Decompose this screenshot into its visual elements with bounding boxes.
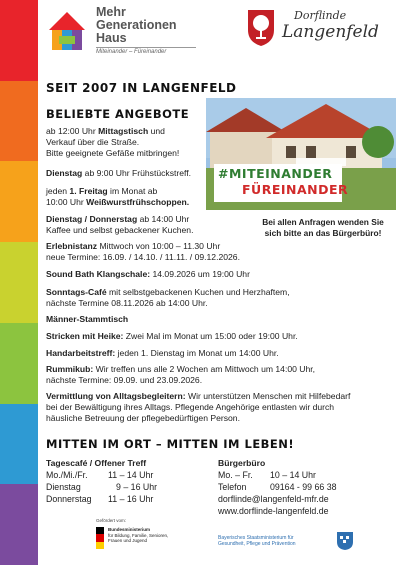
mgh-title-line1: Mehr [96, 5, 126, 19]
since-heading: SEIT 2007 IN LANGENFELD [46, 81, 237, 95]
offer-rummikub [46, 364, 396, 386]
office-phone [218, 481, 396, 493]
cafe-hours-heading: Tagescafé / Offener Treff [46, 458, 147, 468]
offer-friday-bold: 1. Freitag [69, 186, 108, 196]
mgh-title [96, 6, 226, 55]
federal-eagle-icon [96, 527, 104, 549]
dorflinde-crest [246, 8, 276, 48]
offer-friday-post: im Monat ab [107, 186, 158, 196]
photo-overlay-line1: #MITEINANDER [218, 166, 333, 181]
contact-notice [250, 217, 396, 239]
mgh-tagline: Miteinander – Füreinander [96, 47, 196, 55]
offer-coffee-line2: Kaffee und selbst gebackener Kuchen. [46, 225, 194, 235]
photo-overlay-label [214, 164, 349, 202]
bavarian-ministry-logo [218, 530, 396, 552]
mgh-house-logo [46, 8, 88, 54]
town-name-line2: Langenfeld [282, 22, 379, 42]
offer-sound-bath-bold: Sound Bath Klangschale: [46, 269, 151, 279]
building-photo [206, 98, 396, 210]
offer-handcraft [46, 348, 391, 359]
offer-handcraft-rest: jeden 1. Dienstag im Monat um 14:00 Uhr. [115, 348, 279, 358]
contact-notice-line2: sich bitte an das Bürgerbüro! [264, 228, 382, 238]
offer-sunday-cafe-line2: nächste Termine 08.11.2026 ab 14:00 Uhr. [46, 298, 208, 308]
office-website[interactable]: www.dorflinde-langenfeld.de [218, 506, 329, 516]
cafe-hours-day: Dienstag [46, 482, 81, 492]
linden-tree-crest [246, 8, 276, 48]
offer-friday [46, 186, 216, 208]
band-red [0, 0, 38, 81]
flyer-content [44, 0, 396, 565]
office-hours-day: Mo. – Fr. [218, 470, 253, 480]
offer-friday-pre: jeden [46, 186, 70, 196]
offer-lunch-bold: Mittagstisch [98, 126, 149, 136]
offer-sunday-cafe-bold: Sonntags-Café [46, 287, 107, 297]
federal-ministry-logo [96, 527, 206, 555]
offer-knitting-bold: Stricken mit Heike: [46, 331, 124, 341]
cafe-hours-time: 11 – 14 Uhr [108, 470, 154, 480]
offer-breakfast-rest: ab 9:00 Uhr Frühstückstreff. [82, 168, 192, 178]
cafe-hours-row [46, 481, 216, 493]
offer-companions-line3: häusliche Betreuung der pflegebedürftigen Person. [46, 413, 240, 423]
offer-companions-line2: bei der Bewältigung ihres Alltags. Pflegende Angehörige entlasten wir durch [46, 402, 335, 412]
offer-lunch-line2: Verkauf über die Straße. [46, 137, 140, 147]
cafe-hours-time: 9 – 16 Uhr [116, 482, 158, 492]
offer-knitting-rest: Zwei Mal im Monat um 15:00 oder 19:00 Uhr. [123, 331, 298, 341]
offer-companions-bold: Vermittlung von Alltagsbegleitern: [46, 391, 186, 401]
offer-companions [46, 391, 398, 424]
offer-coffee-rest: ab 14:00 Uhr [137, 214, 190, 224]
band-lime [0, 242, 38, 323]
offer-handcraft-bold: Handarbeitstreff: [46, 348, 116, 358]
cafe-hours-row [46, 469, 216, 481]
offer-dance-line2: neue Termine: 16.09. / 14.10. / 11.11. / 09.12.2026. [46, 252, 240, 262]
office-phone-label: Telefon [218, 482, 247, 492]
offer-sunday-cafe-rest: mit selbstgebackenen Kuchen und Herzhaftem, [106, 287, 290, 297]
mgh-title-line3: Haus [96, 31, 127, 45]
offer-lunch-post: und [148, 126, 165, 136]
cafe-hours-day: Donnerstag [46, 494, 92, 504]
offer-sound-bath [46, 269, 346, 280]
offer-breakfast [46, 168, 216, 179]
town-name [282, 10, 396, 42]
offer-companions-rest: Wir unterstützen Menschen mit Hilfebedarf [185, 391, 351, 401]
funded-by-label: Gefördert vom: [96, 518, 127, 523]
mgh-title-line2: Generationen [96, 18, 177, 32]
band-blue [0, 404, 38, 485]
offers-heading: BELIEBTE ANGEBOTE [46, 107, 190, 121]
offer-rummikub-bold: Rummikub: [46, 364, 94, 374]
offer-lunch-pre: ab 12:00 Uhr [46, 126, 99, 136]
offer-friday-line2-pre: 10:00 Uhr [46, 197, 87, 207]
photo-overlay-line2: FÜREINANDER [242, 182, 349, 197]
office-hours-time: 10 – 14 Uhr [270, 470, 316, 480]
office-info [218, 457, 396, 517]
mgh-logo [46, 8, 88, 54]
cafe-hours-day: Mo./Mi./Fr. [46, 470, 88, 480]
band-orange [0, 81, 38, 162]
cafe-hours [46, 457, 216, 505]
federal-ministry-line1: Bundesministerium [108, 527, 151, 532]
cafe-hours-row [46, 493, 216, 505]
bavarian-ministry-line1: Bayerisches Staatsministerium für [218, 534, 294, 541]
offer-dance [46, 241, 346, 263]
offer-dance-bold: Erlebnistanz [46, 241, 98, 251]
bavarian-crest-icon [336, 531, 354, 551]
offer-lunch-line3: Bitte geeignete Gefäße mitbringen! [46, 148, 180, 158]
cafe-hours-time: 11 – 16 Uhr [108, 494, 154, 504]
federal-ministry-line3: Frauen und Jugend [108, 538, 148, 543]
office-hours [218, 469, 396, 481]
town-name-line1: Dorflinde [294, 9, 347, 22]
offer-sound-bath-rest: 14.09.2026 um 19:00 Uhr [150, 269, 250, 279]
offer-friday-line2-bold: Weißwurstfrühschoppen. [86, 197, 190, 207]
offer-rummikub-rest: Wir treffen uns alle 2 Wochen am Mittwoch um 14:00 Uhr, [93, 364, 316, 374]
offer-lunch [46, 126, 204, 159]
band-purple [0, 484, 38, 565]
office-phone-number[interactable]: 09164 - 99 66 38 [270, 482, 337, 492]
offer-sunday-cafe [46, 287, 386, 309]
offer-knitting [46, 331, 391, 342]
offer-coffee-days: Dienstag / Donnerstag [46, 214, 138, 224]
offer-rummikub-line2: nächste Termine: 09.09. und 23.09.2026. [46, 375, 203, 385]
offer-coffee [46, 214, 246, 236]
offer-dance-rest: Mittwoch von 10:00 – 11.30 Uhr [97, 241, 221, 251]
footer-slogan: MITTEN IM ORT – MITTEN IM LEBEN! [46, 437, 295, 451]
federal-ministry-line2: für Bildung, Familie, Senioren, [108, 532, 169, 538]
band-green [0, 323, 38, 404]
contact-notice-line1: Bei allen Anfragen wenden Sie [262, 217, 384, 227]
office-heading: Bürgerbüro [218, 458, 266, 468]
offer-mens-table-bold: Männer-Stammtisch [46, 314, 129, 324]
office-email[interactable]: dorflinde@langenfeld-mfr.de [218, 494, 329, 504]
offer-mens-table [46, 314, 128, 325]
bavarian-ministry-line2: Gesundheit, Pflege und Prävention [218, 541, 296, 547]
rainbow-side-band [0, 0, 38, 565]
offer-breakfast-day: Dienstag [46, 168, 83, 178]
band-yellow [0, 161, 38, 242]
